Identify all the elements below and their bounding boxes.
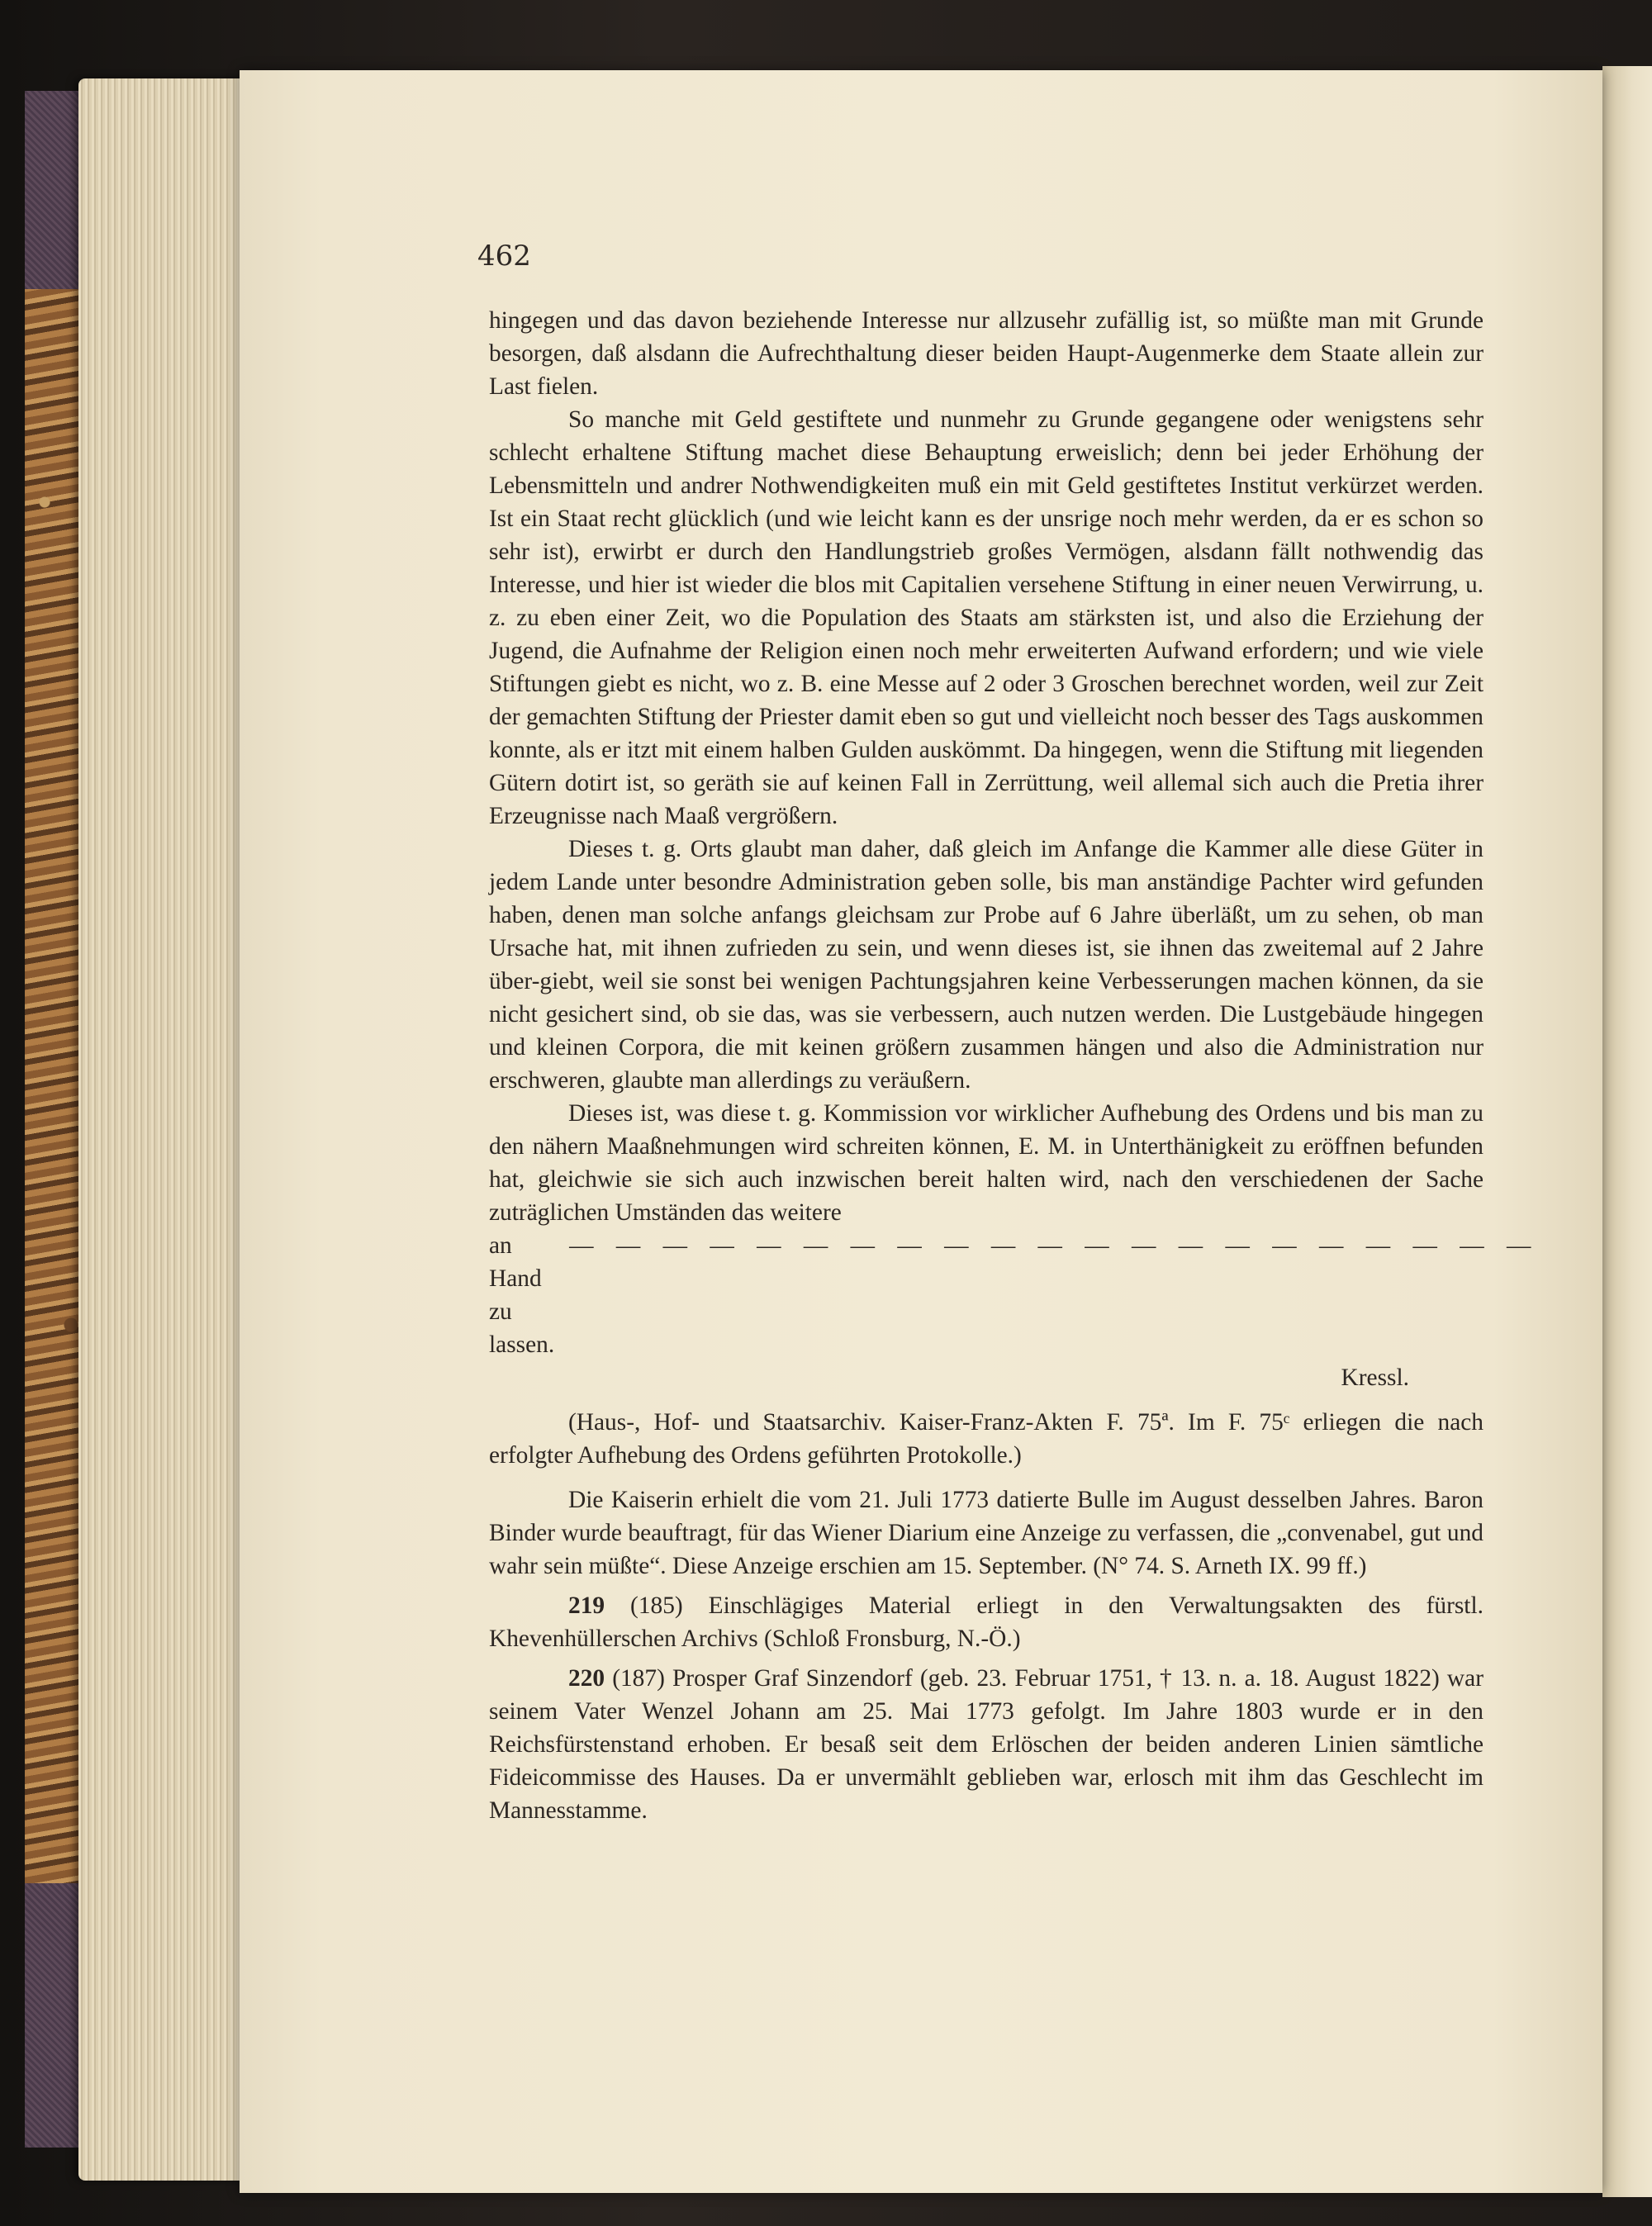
note-number: 220	[568, 1665, 605, 1692]
page-number: 462	[477, 240, 531, 273]
note-219	[489, 1589, 1483, 1655]
closing-line	[489, 1229, 1540, 1361]
facing-page-edge	[1602, 66, 1652, 2197]
source-note: (Haus-, Hof- und Staatsarchiv. Kaiser-Franz-Akten F. 75ª. Im F. 75ᶜ erliegen die nach erfolgter Aufhebung des Ordens geführten Protokolle.)	[489, 1409, 1483, 1469]
note-number: 219	[568, 1592, 605, 1619]
closing-text: an Hand zu lassen.	[489, 1232, 555, 1358]
kaiserin-note: Die Kaiserin erhielt die vom 21. Juli 1773 datierte Bulle im August desselben Jahres. Baron Binder wurde beauftragt, für das Wiener Diarium eine Anzeige zu verfassen, die „convenabel, gut und wahr sein müßte“. Diese Anzeige erschien am 15. September. (N° 74. S. Arneth IX. 99 ff.)	[489, 1487, 1483, 1579]
note-text: (187) Prosper Graf Sinzendorf (geb. 23. Februar 1751, † 13. n. a. 18. August 1822) war seinem Vater Wenzel Johann am 25. Mai 1773 gefolgt. Im Jahre 1803 wurde er in den Reichsfürstenstand erhoben. Er besaß seit dem Erlöschen der beiden anderen Linien sämtliche Fideicommisse des Hauses. Da er unvermählt geblieben war, erlosch mit ihm das Geschlecht im Mannesstamme.	[489, 1665, 1483, 1824]
paragraph: hingegen und das davon beziehende Interesse nur allzusehr zufällig ist, so müßte man mit Grunde besorgen, daß alsdann die Aufrechthaltung dieser beiden Haupt-Augenmerke dem Staate allein zur Last fielen.	[489, 307, 1483, 400]
page-edges	[78, 78, 244, 2181]
page-text	[489, 304, 1540, 1827]
closing-dashes: — — — — — — — — — — — — — — — — — — — — —	[569, 1232, 1540, 1259]
signature: Kressl.	[1341, 1365, 1409, 1391]
paragraph: Dieses t. g. Orts glaubt man daher, daß gleich im Anfange die Kammer alle diese Güter in jedem Lande unter besondre Administration geben solle, bis man anständige Pachter wird gefunden haben, denen man solche anfangs gleichsam zur Probe auf 6 Jahre überläßt, um zu sehen, ob man Ursache hat, mit ihnen zufrieden zu sein, und wenn dieses ist, sie ihnen das zweitemal auf 2 Jahre über-giebt, weil sie sonst bei wenigen Pachtungsjahren keine Verbesserungen machen können, da sie nicht gesichert sind, ob sie das, was sie verbessern, auch nutzen werden. Die Lustgebäude hingegen und kleinen Corpora, die mit keinen größern zusammen hängen und also die Administration nur erschweren, glaubte man allerdings zu veräußern.	[489, 836, 1483, 1094]
note-text: (185) Einschlägiges Material erliegt in den Verwaltungsakten des fürstl. Khevenhüllerschen Archivs (Schloß Fronsburg, N.-Ö.)	[489, 1592, 1483, 1652]
note-220	[489, 1662, 1483, 1827]
paragraph: So manche mit Geld gestiftete und nunmehr zu Grunde gegangene oder wenigstens sehr schlecht erhaltene Stiftung machet diese Behauptung erweislich; denn bei jeder Erhöhung der Lebensmitteln und andrer Nothwendigkeiten muß ein mit Geld gestiftetes Institut verkürzet werden. Ist ein Staat recht glücklich (und wie leicht kann es der unsrige noch mehr werden, da er es schon so sehr ist), erwirbt er durch den Handlungstrieb großes Vermögen, alsdann fällt nothwendig das Interesse, und hier ist wieder die blos mit Capitalien versehene Stiftung in einer neuen Verwirrung, u. z. zu eben einer Zeit, wo die Population des Staats am stärksten ist, und also die Erziehung der Jugend, die Aufnahme der Religion einen noch mehr erweiterten Aufwand erfordern; und wie viele Stiftungen giebt es nicht, wo z. B. eine Messe auf 2 oder 3 Groschen berechnet worden, weil zur Zeit der gemachten Stiftung der Priester damit eben so gut und vielleicht noch besser des Tags auskommen konnte, als er itzt mit einem halben Gulden auskömmt. Da hingegen, wenn die Stiftung mit liegenden Gütern dotirt ist, so geräth sie auf keinen Fall in Zerrüttung, weil allemal sich auch die Pretia ihrer Erzeugnisse nach Maaß vergrößern.	[489, 406, 1483, 829]
paragraph: Dieses ist, was diese t. g. Kommission vor wirklicher Aufhebung des Ordens und bis man zu den nähern Maaßnehmungen wird schreiten können, E. M. in Unterthänigkeit zu eröffnen befunden hat, gleichwie sie sich auch inzwischen bereit halten wird, nach den verschiedenen der Sache zuträglichen Umständen das weitere	[489, 1100, 1483, 1226]
